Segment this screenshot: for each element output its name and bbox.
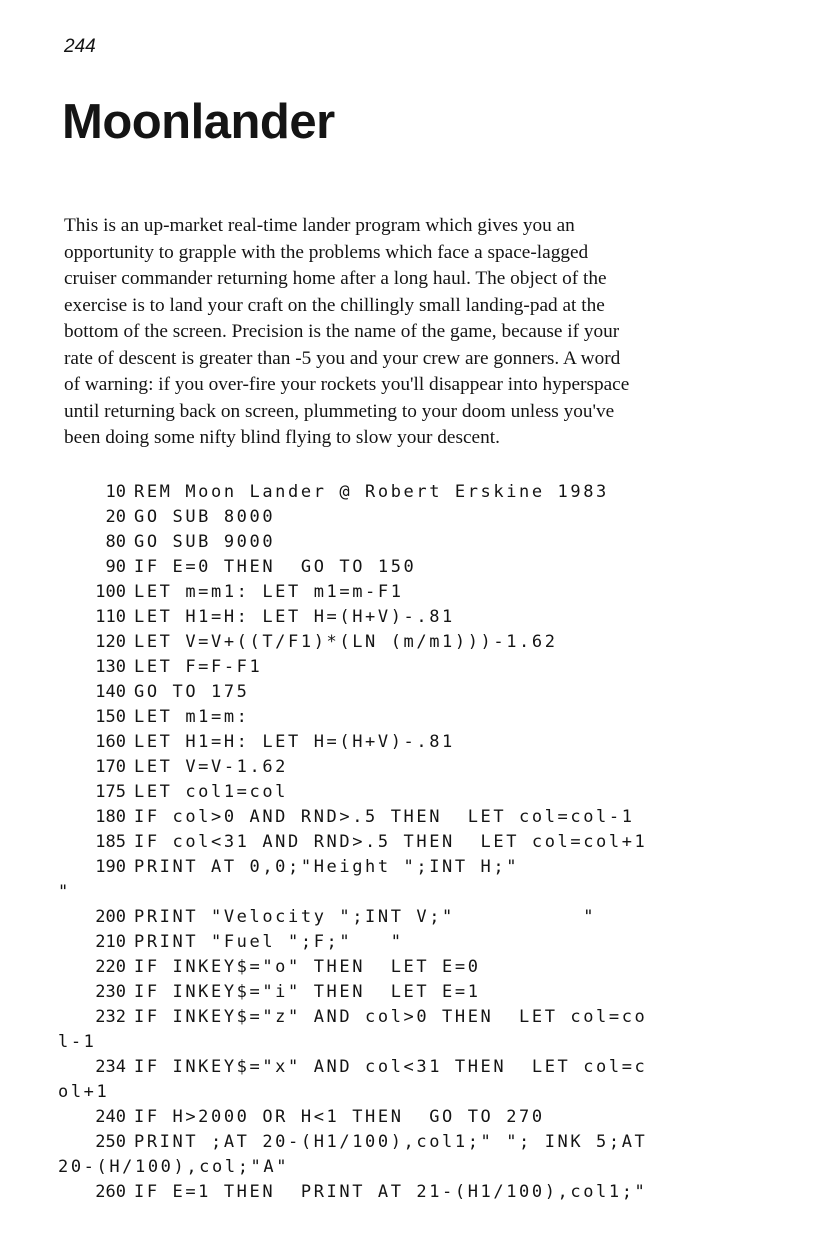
code-text: LET V=V-1.62 bbox=[134, 757, 289, 777]
code-text: IF INKEY$="x" AND col<31 THEN LET col=c bbox=[134, 1057, 648, 1077]
intro-line: This is an up-market real-time lander program which gives you an bbox=[64, 215, 575, 236]
code-line bbox=[58, 1080, 778, 1105]
code-line bbox=[58, 830, 778, 855]
line-number: 170 bbox=[95, 757, 126, 777]
code-text: IF col>0 AND RND>.5 THEN LET col=col-1 bbox=[134, 807, 635, 827]
line-number: 120 bbox=[95, 632, 126, 652]
code-line bbox=[58, 905, 778, 930]
code-line bbox=[58, 1030, 778, 1055]
code-line bbox=[58, 505, 778, 530]
code-line bbox=[58, 530, 778, 555]
code-text: LET m=m1: LET m1=m-F1 bbox=[134, 582, 404, 602]
intro-line: exercise is to land your craft on the chillingly small landing-pad at the bbox=[64, 294, 605, 316]
code-line bbox=[58, 1180, 778, 1205]
code-line bbox=[58, 1155, 778, 1180]
line-number: 240 bbox=[95, 1107, 126, 1127]
intro-line: of warning: if you over-fire your rockets you'll disappear into hyperspace bbox=[64, 374, 630, 395]
code-text: IF E=0 THEN GO TO 150 bbox=[134, 557, 417, 577]
code-text: GO SUB 8000 bbox=[134, 507, 276, 527]
code-text: IF INKEY$="o" THEN LET E=0 bbox=[134, 957, 481, 977]
intro-line: until returning back on screen, plummeting to your doom unless you've bbox=[64, 400, 615, 422]
code-line bbox=[58, 730, 778, 755]
intro-line: opportunity to grapple with the problems which face a space-lagged bbox=[64, 241, 589, 263]
intro-line: cruiser commander returning home after a long haul. The object of the bbox=[64, 268, 607, 289]
line-number: 250 bbox=[95, 1132, 126, 1152]
code-text: PRINT "Velocity ";INT V;" " bbox=[134, 907, 597, 927]
code-listing bbox=[58, 480, 778, 1205]
code-line bbox=[58, 930, 778, 955]
line-number: 220 bbox=[95, 957, 126, 977]
line-number: 140 bbox=[95, 682, 126, 702]
code-line bbox=[58, 955, 778, 980]
code-text: 20-(H/100),col;"A" bbox=[58, 1157, 290, 1177]
intro-line: rate of descent is greater than -5 you and your crew are gonners. A word bbox=[64, 347, 621, 369]
code-text: l-1 bbox=[58, 1032, 97, 1052]
line-number: 190 bbox=[95, 857, 126, 877]
code-text: LET V=V+((T/F1)*(LN (m/m1)))-1.62 bbox=[134, 632, 558, 652]
code-line bbox=[58, 480, 778, 505]
code-line bbox=[58, 680, 778, 705]
code-text: LET m1=m: bbox=[134, 707, 250, 727]
code-text: IF col<31 AND RND>.5 THEN LET col=col+1 bbox=[134, 832, 648, 852]
line-number: 160 bbox=[95, 732, 126, 752]
line-number: 200 bbox=[95, 907, 126, 927]
code-text: LET F=F-F1 bbox=[134, 657, 263, 677]
line-number: 110 bbox=[95, 607, 126, 627]
code-line bbox=[58, 1105, 778, 1130]
code-line bbox=[58, 630, 778, 655]
code-text: GO TO 175 bbox=[134, 682, 250, 702]
code-text: GO SUB 9000 bbox=[134, 532, 276, 552]
code-text: ol+1 bbox=[58, 1082, 110, 1102]
code-text: PRINT ;AT 20-(H1/100),col1;" "; INK 5;AT bbox=[134, 1132, 648, 1152]
line-number: 100 bbox=[95, 582, 126, 602]
code-line bbox=[58, 880, 778, 905]
page-title: Moonlander bbox=[62, 95, 335, 149]
code-text: LET H1=H: LET H=(H+V)-.81 bbox=[134, 732, 455, 752]
line-number: 175 bbox=[95, 782, 126, 802]
line-number: 80 bbox=[105, 532, 126, 552]
code-line bbox=[58, 655, 778, 680]
code-line bbox=[58, 755, 778, 780]
code-line bbox=[58, 555, 778, 580]
line-number: 232 bbox=[95, 1007, 126, 1027]
line-number: 180 bbox=[95, 807, 126, 827]
code-text: REM Moon Lander @ Robert Erskine 1983 bbox=[134, 482, 609, 502]
line-number: 185 bbox=[95, 832, 126, 852]
code-text: IF INKEY$="i" THEN LET E=1 bbox=[134, 982, 481, 1002]
code-line bbox=[58, 705, 778, 730]
line-number: 230 bbox=[95, 982, 126, 1002]
code-text: IF H>2000 OR H<1 THEN GO TO 270 bbox=[134, 1107, 545, 1127]
intro-line: bottom of the screen. Precision is the name of the game, because if your bbox=[64, 321, 620, 342]
line-number: 260 bbox=[95, 1182, 126, 1202]
code-text: " bbox=[58, 882, 71, 902]
code-text: IF INKEY$="z" AND col>0 THEN LET col=co bbox=[134, 1007, 648, 1027]
line-number: 150 bbox=[95, 707, 126, 727]
line-number: 90 bbox=[105, 557, 126, 577]
code-line bbox=[58, 1130, 778, 1155]
code-line bbox=[58, 1005, 778, 1030]
code-line bbox=[58, 580, 778, 605]
code-line bbox=[58, 805, 778, 830]
line-number: 130 bbox=[95, 657, 126, 677]
line-number: 20 bbox=[105, 507, 126, 527]
code-text: IF E=1 THEN PRINT AT 21-(H1/100),col1;" bbox=[134, 1182, 648, 1202]
code-line bbox=[58, 855, 778, 880]
code-text: LET col1=col bbox=[134, 782, 289, 802]
code-line bbox=[58, 780, 778, 805]
line-number: 234 bbox=[95, 1057, 126, 1077]
code-text: PRINT "Fuel ";F;" " bbox=[134, 932, 404, 952]
line-number: 10 bbox=[105, 482, 126, 502]
code-text: PRINT AT 0,0;"Height ";INT H;" bbox=[134, 857, 520, 877]
code-line bbox=[58, 605, 778, 630]
code-line bbox=[58, 980, 778, 1005]
code-line bbox=[58, 1055, 778, 1080]
code-text: LET H1=H: LET H=(H+V)-.81 bbox=[134, 607, 455, 627]
intro-paragraph bbox=[64, 213, 714, 452]
intro-line: been doing some nifty blind flying to slow your descent. bbox=[64, 427, 500, 448]
line-number: 210 bbox=[95, 932, 126, 952]
page-number: 244 bbox=[64, 36, 96, 57]
